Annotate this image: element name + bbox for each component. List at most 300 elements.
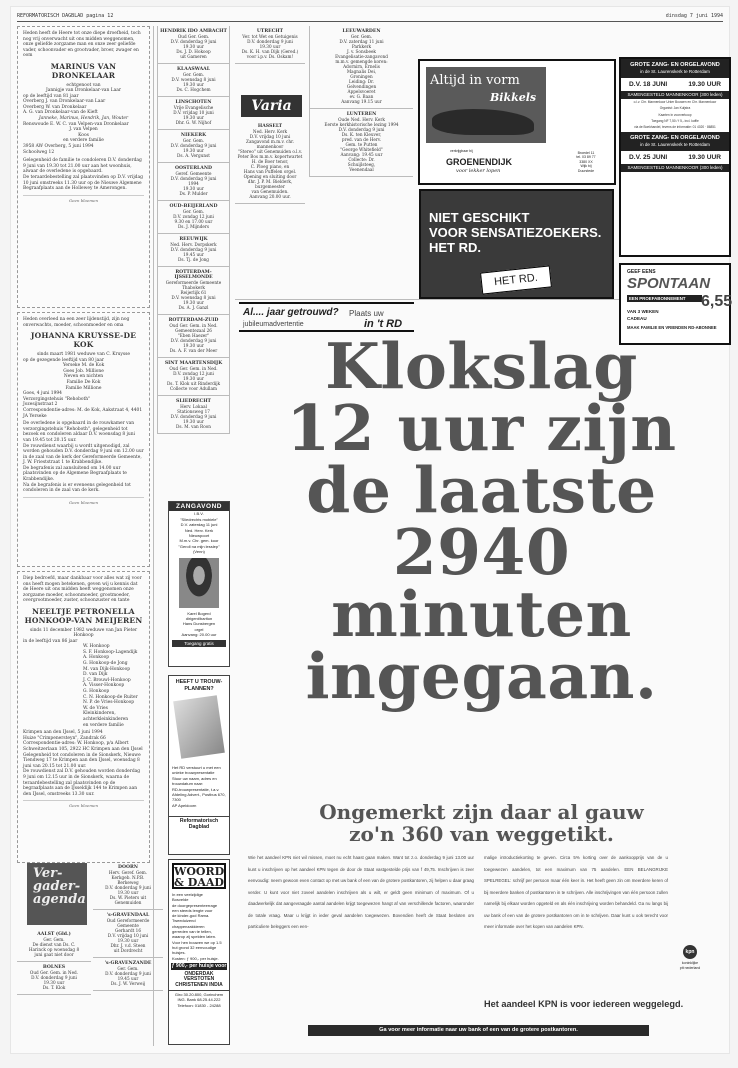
church-line: D.V. woensdag 8 juni (171, 77, 216, 82)
church-line: "George Whitefield" (340, 147, 383, 152)
woord-daad-campaign: ONDERDAK VERSTOTEN (183, 971, 215, 983)
church-line: Collecte: Dr. (348, 157, 375, 162)
notice-line: Goes, 4 juni 1994 (23, 391, 62, 397)
organ-date-row (621, 151, 729, 164)
church-place: 's-GRAVENDAAL (106, 913, 150, 918)
church-place: AALST (Gld.) (37, 932, 71, 937)
ad-groenendijk (418, 59, 616, 185)
notice-line: W. Honkoop (83, 644, 110, 650)
church-line: Ds. T. Klok (42, 985, 66, 990)
notice-kruysse (17, 312, 150, 567)
kpn-logo-sub: koninklijke (681, 961, 699, 965)
church-line: Opening en sluiting door (243, 174, 297, 179)
notice-line: 3958 AW Overberg, 5 juni 1994 (23, 144, 94, 150)
organ-small-line: Organist: Jan Kuijstra (659, 106, 691, 111)
church-line: Zangavond m.m.v. chr. mannenkoor (246, 139, 294, 149)
headline-line: ingegaan. (305, 639, 658, 713)
church-line: Adornirn, Ernelis (343, 64, 380, 69)
organ-date: D.V. 18 JUNI (629, 81, 668, 88)
kpn-logo-mark: kpn (683, 945, 697, 959)
church-column-3 (309, 26, 413, 177)
notice-signature: Geen bloemen (23, 800, 144, 809)
church-line: voor i.p.v. Ds. Oskam! (246, 54, 294, 59)
ad-rd-sensatiezoekers (419, 189, 614, 299)
trouw-line: Stuur uw naam, adres en trouwdatum naar: (172, 775, 217, 787)
church-listing (235, 26, 305, 64)
woord-line: een steeds lengte voor (172, 907, 213, 913)
woord-line: waarop zij spelden laten. (172, 934, 217, 940)
notice-line: Jozesijnstraat 2 (23, 402, 58, 408)
woord-daad-logo (172, 863, 226, 889)
church-line: 19.30 uur (259, 44, 281, 49)
notice-line: Yerseke M. de Kok (62, 363, 105, 369)
notice-line: Correspondentie-adres: M. de Kok, Aakstraat 4, 4401 JA Yerseke (23, 407, 143, 419)
church-line: 19.30 uur (183, 186, 204, 191)
kpn-slogan: Het aandeel KPN is voor iedereen weggelegd. (484, 999, 684, 1009)
ad-zang-orgelavond (619, 57, 731, 257)
church-line: D.V. donderdag 9 juni (105, 971, 151, 976)
church-line: van Genemuiden. (251, 189, 289, 194)
organ-choir (621, 164, 729, 172)
woord-line: Tweeduizend (172, 918, 196, 924)
church-line: Ver. tot Wet en Getuigenis (242, 34, 298, 39)
organ-venue: in de St. Laurenskerk te Rotterdam (640, 69, 710, 74)
notice-line: M. van Dijk-Honkoop (83, 666, 131, 672)
jubileum-question: Al.... jaar getrouwd? (243, 307, 339, 318)
church-line: H. de Boer tenor, (251, 159, 289, 164)
zangavond-footer: Toegang gratis (172, 640, 226, 647)
church-line: De dienst van Ds. C. (32, 942, 76, 947)
zangavond-caption: Karel Bogerd (187, 610, 211, 616)
church-listing (158, 130, 229, 163)
church-line: 9.30 en 17.00 uur (174, 219, 213, 224)
ad-woord-en-daad (168, 859, 230, 1045)
church-line: Hans van Puffelen orgel. (243, 169, 297, 174)
spontaan-kicker: GEEF EENS (627, 269, 656, 275)
church-line: Reijerlijk 61 (180, 290, 207, 295)
church-line: Ds. K. ten Kleuver, (341, 132, 382, 137)
church-line: Eerste kerkhistorische lezing 1994 (324, 122, 399, 127)
jubileum-rd: in 't RD (364, 318, 403, 330)
church-line: J. v. Sonsbeek (347, 49, 376, 54)
spontaan-headline: SPONTAAN (627, 275, 711, 292)
church-line: Geref. Gemeente (175, 171, 212, 176)
woord-footer-line: ING. Bank 68.25.44.222 (177, 997, 221, 1003)
notice-line: De overledene is opgebaard in de rouwkamer van verzorgingstehuis "Rehoboth", gelegenheid tot bezoek en condoleren aldaar D.V. woensdag 8 juni van 19.45 tot 20.15 uur. (23, 421, 135, 443)
church-place: LEEUWARDEN (342, 29, 381, 34)
church-line: 19.30 uur (117, 890, 139, 895)
notice-line: Neven en nichten (63, 374, 104, 380)
organ-time: 19.30 UUR (688, 81, 721, 88)
church-line: Ger. Gem. (182, 72, 205, 77)
church-line: Ds. T. Klok uit Rinderdijk (166, 381, 221, 386)
church-line: Herv. Lokaal (180, 404, 207, 409)
spontaan-duration: VAN 3 WEKEN (627, 309, 659, 314)
notice-line: Renswoude E. W. C. van Velpen-van Dronkelaar (23, 121, 129, 127)
logo-line: & DAAD (174, 876, 224, 889)
church-line: D.V. vrijdag 10 juni (107, 933, 149, 938)
notice-line: echtgenoot van (66, 82, 101, 88)
notice-line: Schoolweg 12 (23, 149, 55, 155)
woord-line: chappenzakkieren (172, 923, 205, 929)
kpn-body-col2: malige introductiekorting te geven. Circa 5% korting over de aankoopprijs van de u toegewezen aandelen, tot een maximum van 75 aandelen. EEN BELANGRIJKE SPELREGEL: schrijf per persoon maar één keer in. Het heeft geen zin om meerdere keren of bij meerdere banken of postkantoren in te schrijven. Alle inschrijvingen van één persoon zullen namelijk bij elkaar worden opgeteld en als één inschrijving worden behandeld. Ga nu langs bij uw bank of een van de grotere postkantoren om in te schrijven. Daar kunt u ook terecht voor meer informatie over het kopen van aandelen KPN. (484, 855, 668, 929)
church-line: 19.30 uur (183, 82, 204, 87)
church-listing (158, 26, 229, 64)
agenda-title-line: gader- (33, 879, 81, 894)
church-line: juni gaat niet door (34, 952, 74, 957)
divider (235, 299, 619, 300)
church-line: pred. van de Herv. (341, 137, 382, 142)
store-tagline: voor lekker lopen (456, 168, 501, 174)
woord-line: gerreden van te tellen, (172, 929, 212, 935)
church-line: 19.30 uur (183, 300, 204, 305)
church-line: ev. G. Baan (349, 94, 374, 99)
church-line: Berkeweg (117, 880, 139, 885)
church-line: Ned. Herv. Dorpskerk (170, 242, 217, 247)
rd-line: HET RD. (429, 240, 481, 255)
church-line: Oud Gereformeerde (106, 918, 150, 923)
church-line: Ned. Herv. Kerk (252, 129, 288, 134)
woord-daad-price: ƒ 900,- per huisje voor (171, 962, 227, 969)
church-place: REEUWIJK (179, 237, 208, 242)
kpn-logo (671, 945, 709, 985)
headline-line: 12 uur zijn (286, 391, 677, 465)
church-line: "Eben Haezer" (177, 333, 210, 338)
zangavond-line: "Geroll na mijn lesslep" (178, 543, 220, 549)
church-line: Aanvang 20.00 uur. (249, 194, 291, 199)
church-listing (158, 97, 229, 130)
logo-line: WOORD (174, 865, 225, 878)
church-line: Ds. W. Pieters uit (109, 895, 147, 900)
jubileum-place: Plaats uw (349, 309, 384, 318)
church-listing (158, 163, 229, 201)
church-listing (158, 396, 229, 434)
church-line: Ds. P. Mulder (179, 191, 208, 196)
notices-column (17, 26, 150, 867)
woord-line: de doorgepresenteerrage (172, 902, 218, 908)
notice-line: en verdere familie (83, 722, 124, 728)
church-line: Ds. J. W. Verweij (110, 981, 146, 986)
organ-header (621, 59, 729, 78)
kpn-headline (239, 329, 724, 713)
church-line: D.V. donderdag 9 juni (31, 975, 77, 980)
church-listing (235, 121, 305, 204)
notice-line: Jannigje van Dronkelaar-van Laar (45, 88, 122, 94)
organ-time: 19.30 UUR (688, 154, 721, 162)
notice-line: A. Honkoop (83, 655, 110, 661)
church-line: Oud Ger. Gem. (177, 34, 210, 39)
organ-choir (621, 91, 729, 99)
headline-line: 2940 (392, 515, 571, 589)
woord-line: In een veelzijdige (172, 892, 203, 897)
organ-choir-label: SAMENGESTELD MANNENKOOR (300 leden) (627, 92, 723, 97)
church-line: Appelsvoeret (347, 89, 376, 94)
church-line: Ds. C. Hogchem (176, 87, 211, 92)
header-left: REFORMATORISCH DAGBLAD pagina 12 (17, 13, 114, 19)
church-line: Gemeentezaal 26 (175, 328, 212, 333)
church-place: HASSELT (257, 124, 283, 129)
church-listing (310, 109, 413, 177)
spontaan-price: 6,55 (701, 293, 733, 310)
notice-line: Na de begrafenis is er eveneens gelegenheid tot condoleren in de zaal van de kerk. (23, 482, 131, 494)
zangavond-line: D.V. zaterdag 11 juni (180, 522, 218, 528)
church-place: ROTTERDAM-IJSSELMONDE (174, 270, 213, 280)
agenda-title-line: Ver- (33, 866, 63, 881)
notice-dronkelaar (17, 26, 150, 308)
organ-small-line: o.l.v. Chr. Mannenkoor Urker Bouwen en Chr. Mannenkoor (633, 100, 717, 104)
zangavond-caption: orgel (194, 626, 204, 632)
church-place: OOSTERLAND (174, 166, 213, 171)
address-line: Duurstede (577, 168, 595, 173)
church-line: Schuijlsteeg, (347, 162, 376, 167)
store-address (560, 151, 612, 173)
ad-trouwplannen (168, 675, 230, 855)
church-line: Gelvendingen (346, 84, 377, 89)
church-line: Gereformeerde Gemeente Thabokerk (165, 280, 222, 290)
church-place: SINT MAARTENSDIJK (164, 361, 223, 366)
organ-title: GROTE ZANG- EN ORGELAVOND (630, 135, 720, 142)
notice-name: NEELTJE PETRONELLA HONKOOP-VAN MEIJEREN (24, 606, 143, 625)
church-line: Gem. te Putten (345, 142, 378, 147)
church-line: Oude Ned. Herv. Kerk (338, 117, 385, 122)
church-line: 19.30 uur (183, 115, 204, 120)
notice-line: sinds maart 1981 weduwe van C. Kruysse (36, 352, 131, 357)
conductor-portrait (179, 558, 219, 608)
church-line: C. Ploeg piano, en (250, 164, 290, 169)
church-listing (310, 26, 413, 109)
church-line: Oud Ger. Gem. in Ned. (29, 970, 79, 975)
church-place: OUD-BEIJERLAND (169, 204, 218, 209)
church-line: m.m.v. gemengde koren: (335, 59, 388, 64)
notice-line: Familie De Kok (66, 379, 101, 385)
notice-intro: Heden overleed na een zeer lijdenstijd, zijn nog onverwachts, moeder, schoonmoeder en oma (23, 317, 130, 328)
shoe-brand: Bikkels (490, 91, 537, 104)
church-line: D.V. donderdag 9 juni (170, 414, 217, 419)
organ-choir-label: SAMENGESTELD MANNENKOOR (300 leden) (627, 165, 723, 171)
church-line: Aanvang 19.15 uur (341, 99, 382, 104)
notice-line: N. P. de Vries-Honkoop (83, 700, 135, 706)
church-line: Evangelisatie-zangavond (335, 54, 388, 59)
zangavond-caption: dirigent/bariton (185, 616, 213, 622)
church-line: Harinck op woensdag 8 (28, 947, 80, 952)
subhead-line: zo'n 360 van weggetikt. (349, 822, 614, 846)
woord-line: de kinder-god Rama. (172, 913, 210, 919)
church-listing (158, 64, 229, 97)
church-place: UTRECHT (256, 29, 284, 34)
notice-intro: Diep bedroefd, maar dankbaar voor alles wat zij voor ons heeft mogen betekenen, geven wij u kennis dat de Heere uit ons midden heeft weggenomen onze zorgzame moeder, schoonmoeder, grootmoeder, overgrootmoeder, zuster, schoonzuster en tante (23, 576, 142, 603)
trouw-line: Het RD verstuurt u met een unieke trouwpresentatie (172, 765, 221, 776)
woord-daad-body (169, 892, 229, 961)
zangavond-line: "Sliedrechts mobiele" (180, 516, 218, 522)
church-line: Ger. Gem. (182, 138, 205, 143)
church-place: ROTTERDAM-ZUID (168, 318, 219, 323)
church-line: Herv. Geref. Gem. (108, 870, 148, 875)
rd-newspaper-tag: HET RD. (480, 265, 552, 294)
notice-line: Overberg J. van Dronkelaar-van Laar (23, 99, 106, 105)
varia-label: Varia (241, 95, 302, 117)
subhead-line: Ongemerkt zijn daar al gauw (319, 800, 644, 824)
church-place: HENDRIK IDO AMBACHT (160, 29, 227, 34)
zangavond-caption: Aanvang: 20.00 uur (181, 632, 217, 638)
church-line: Kerkgeb. N.P.B. (111, 875, 145, 880)
church-place: 's-GRAVENZANDE (104, 961, 152, 966)
church-listing (158, 267, 229, 315)
church-line: Vrije Evangelische (173, 105, 214, 110)
zangavond-header: ZANGAVOND (169, 502, 229, 511)
organ-small-line: Kaarten in voorverkoop (658, 112, 692, 117)
notice-signature: Geen bloemen (23, 497, 144, 506)
organ-date: D.V. 25 JUNI (629, 154, 668, 162)
notice-line: Koos (78, 132, 89, 138)
notice-line: op de gezegende leeftijd van 80 jaar (23, 357, 104, 363)
church-line: 19.30 uur (183, 44, 204, 49)
page-header (17, 10, 723, 22)
trouw-title: HEEFT U TROUW-PLANNEN? (175, 679, 223, 692)
church-line: D.V. donderdag 9 juni (105, 885, 151, 890)
trouw-line: AP Apeldoorn (172, 802, 197, 808)
notice-line: Overberg W. van Dronkelaar (23, 104, 87, 110)
woord-footer-line: Giro 30.20.800, Gorinchem (174, 992, 224, 998)
ad-zangavond (168, 501, 230, 667)
church-line: Ger. Gem. (43, 937, 65, 942)
church-place: LINSCHOTEN (175, 100, 212, 105)
church-place: KLAASWAAL (177, 67, 210, 72)
church-line: Ger. Gem. (182, 209, 205, 214)
headline-line: de laatste (306, 453, 657, 527)
church-line: Gerhardt 16 (114, 928, 142, 933)
notice-name: JOHANNA KRUYSSE-DE KOK (30, 331, 137, 349)
church-place: SLIEDRECHT (176, 399, 211, 404)
church-line: D.V. donderdag 9 juni (338, 127, 385, 132)
jubileum-advert: jubileumadvertentie (243, 321, 304, 328)
notice-line: Gelegenheid tot condoleren in de Sionskerk, Nieuwe Tiendweg 17 te Krimpen aan den IJssel, woensdag 8 juni van 20.15 tot 21.00 uur. (23, 752, 141, 769)
newspaper-page (10, 6, 733, 1054)
kpn-info-bar: Ga voor meer informatie naar uw bank of een van de grotere postkantoren. (308, 1025, 649, 1036)
trouw-footer: Reformatorisch Dagblad (169, 816, 229, 830)
organ-small-line: Toegang NF 7,50 / f 5,- incl. koffie (651, 118, 699, 123)
notice-line: en verdere familie (63, 138, 104, 144)
church-line: 19.30 uur (183, 376, 204, 381)
church-line: Ger. Gem. (350, 34, 373, 39)
notice-line: Gelegenheid de familie te condoleren D.V. donderdag 9 juni van 19.30 tot 21.00 uur aan het woonhuis, alwaar de overledene is opgebaard. (23, 158, 142, 175)
agenda-list (17, 929, 91, 995)
church-line: Ger. Gem. (117, 966, 139, 971)
church-listing (158, 315, 229, 358)
church-line: 19.30 uur (183, 148, 204, 153)
church-line: Leiding: Dr. (349, 79, 374, 84)
notice-line: J. C. Brouwl-Honkoop (83, 677, 131, 683)
church-line: D.V. woensdag 8 juni (171, 295, 216, 300)
church-line: Aanvang: 19.45 uur (340, 152, 383, 157)
church-line: Ds. J. D. Hokoop (176, 49, 211, 54)
church-line: Ds. A. Vergunst (177, 153, 210, 158)
church-listing (158, 358, 229, 396)
notice-line: Kleinkinderen, achterkleinkinderen (83, 711, 129, 722)
organ-date-row (621, 78, 729, 91)
notice-line: A. Visser-Honkoop (83, 683, 125, 689)
church-line: Veenendaal (349, 167, 374, 172)
church-column-2b (235, 121, 305, 204)
woord-daad-campaign: CHRISTENEN INDIA (175, 981, 223, 988)
notice-line: Verzorgingstehuis "Rehoboth" (23, 396, 91, 402)
church-line: D.V. donderdag 9 juni (170, 176, 217, 181)
church-place: DOORN (117, 865, 138, 870)
kpn-subheadline (239, 801, 724, 845)
ad-jubileum (239, 302, 414, 332)
notice-line: G. Honkoop (83, 689, 110, 695)
notice-line: Janneke, Marinus, Hendrik, Jan, Wouter (38, 116, 129, 122)
notice-line: W. de Vries (83, 705, 108, 711)
church-line: 19.30 uur (43, 980, 65, 985)
woord-line: Kosten: ƒ 900,- per huisje. (172, 955, 219, 961)
notice-line: in de leeftijd van 86 jaar (23, 638, 78, 644)
church-line: 19.30 uur (117, 938, 139, 943)
notice-family-list (23, 644, 144, 728)
church-line: Ds. A. J. Ganzl (178, 305, 209, 310)
church-line: Collecte voor Adullam (169, 386, 217, 391)
address-line: Wijk bij (580, 164, 592, 169)
church-line: Magnalis Dei, (346, 69, 377, 74)
church-line: D.V. zondag 12 juni (173, 214, 214, 219)
notice-line: Familie Millione (65, 385, 102, 391)
rd-line: VOOR SENSATIEZOEKERS. (429, 225, 602, 240)
church-listing (158, 201, 229, 234)
church-line: D.V. donderdag 9 juni (170, 338, 217, 343)
trouw-line: RD-trouwpresentatie, t.a.v. Afdeling Advert., Postbus 670, 7300 (172, 786, 226, 803)
notice-line: De rouwdienst zal D.V. gehouden worden donderdag 9 juni om 12.15 uur in de Sionskerk, waarna de teraardebestelling zal plaatsvinden op de begraafplaats aan de IJsseldijk 144 te Krimpen aan den IJssel, omstreeks 13.30 uur. (23, 769, 141, 797)
church-line: D.V. donderdag 9 juni (247, 39, 293, 44)
church-place: BOLNES (42, 965, 66, 970)
kpn-body-col1: Wie het aandeel KPN niet wil missen, moet nu echt haast gaan maken. Want tot z.o. donderdag 9 juni 13.00 uur kunt u inschrijven op het aandeel KPN tegen de door de Staat vastgestelde prijs van f 49,75. Inschrijven is zeer eenvoudig: neem gewoon even contact op met uw bank of een van de grotere postkantoren, zij helpen u daar graag verder. U kunt voor niet zoveel aandelen inschrijven als u wilt, er geldt geen minimum of maximum. Of u daadwerkelijk dat aangevraagde aantal aandelen krijgt toegewezen hangt af van verschillende factoren, waaronder de totale vraag. Maar u krijgt in ieder geval aandelen toegewezen. Bovendien heeft de Staat besloten om particuliere beleggers een een- (248, 855, 474, 929)
church-line: 19.30 uur (183, 343, 204, 348)
zangavond-line: I.B.V. (194, 511, 204, 517)
agenda-item (17, 962, 91, 995)
notice-line: Huize "Crimpenersteyn", Zandrak 66 (23, 735, 106, 741)
church-column-1 (157, 26, 230, 434)
trouw-brochure-image (173, 695, 225, 759)
church-line: D.V. vrijdag 10 juni (249, 134, 291, 139)
church-line: Ds. Tj. de Jong (178, 257, 209, 262)
notice-line: Krimpen aan den IJssel, 5 juni 1994 (23, 730, 103, 736)
organ-small-line: via de Boekhandel, tevens de informatie: 01 4020 · 86851 (634, 125, 716, 130)
church-line: D.V. zondag 12 juni (173, 371, 214, 376)
agenda-item (17, 929, 91, 962)
headline-line: Klokslag (325, 329, 638, 403)
church-line: uit Dordrecht (113, 948, 143, 953)
dealer-label: verkrijgbaar bij (450, 149, 473, 153)
church-line: 19.30 uur (183, 419, 204, 424)
church-line: 19.45 uur (117, 976, 139, 981)
organ-title: GROTE ZANG- EN ORGELAVOND (630, 62, 720, 68)
notice-line: op de leeftijd van 81 jaar (23, 93, 79, 99)
rd-line: NIET GESCHIKT (429, 210, 530, 225)
notice-honkoop (17, 571, 150, 863)
address-line: Broedel 11 (577, 151, 595, 155)
church-line: 1994 (188, 181, 199, 186)
woord-footer-line: Telefoon: 01830 - 24288 (177, 1002, 221, 1008)
church-line: Dhr. J. v.d. Steen (110, 943, 146, 948)
headline-line: minuten (331, 577, 632, 651)
church-line: Oud Ger. Gem. in Ned. (169, 323, 218, 328)
store-brand: GROENENDIJK (446, 157, 513, 167)
church-line: Stationsweg 17 (177, 409, 210, 414)
notice-line: A. G. van Dronkelaar-van de Kieft (23, 110, 98, 116)
notice-line: S. F. Honkoop-Lagendijk (83, 649, 138, 655)
notice-line: Goes Job. Millione (63, 368, 104, 374)
ad-headline: Altijd in vorm (430, 73, 520, 88)
zangavond-caption: Hans Dunsbergen (182, 621, 216, 627)
organ-venue: in de St. Laurenskerk te Rotterdam (640, 142, 710, 148)
